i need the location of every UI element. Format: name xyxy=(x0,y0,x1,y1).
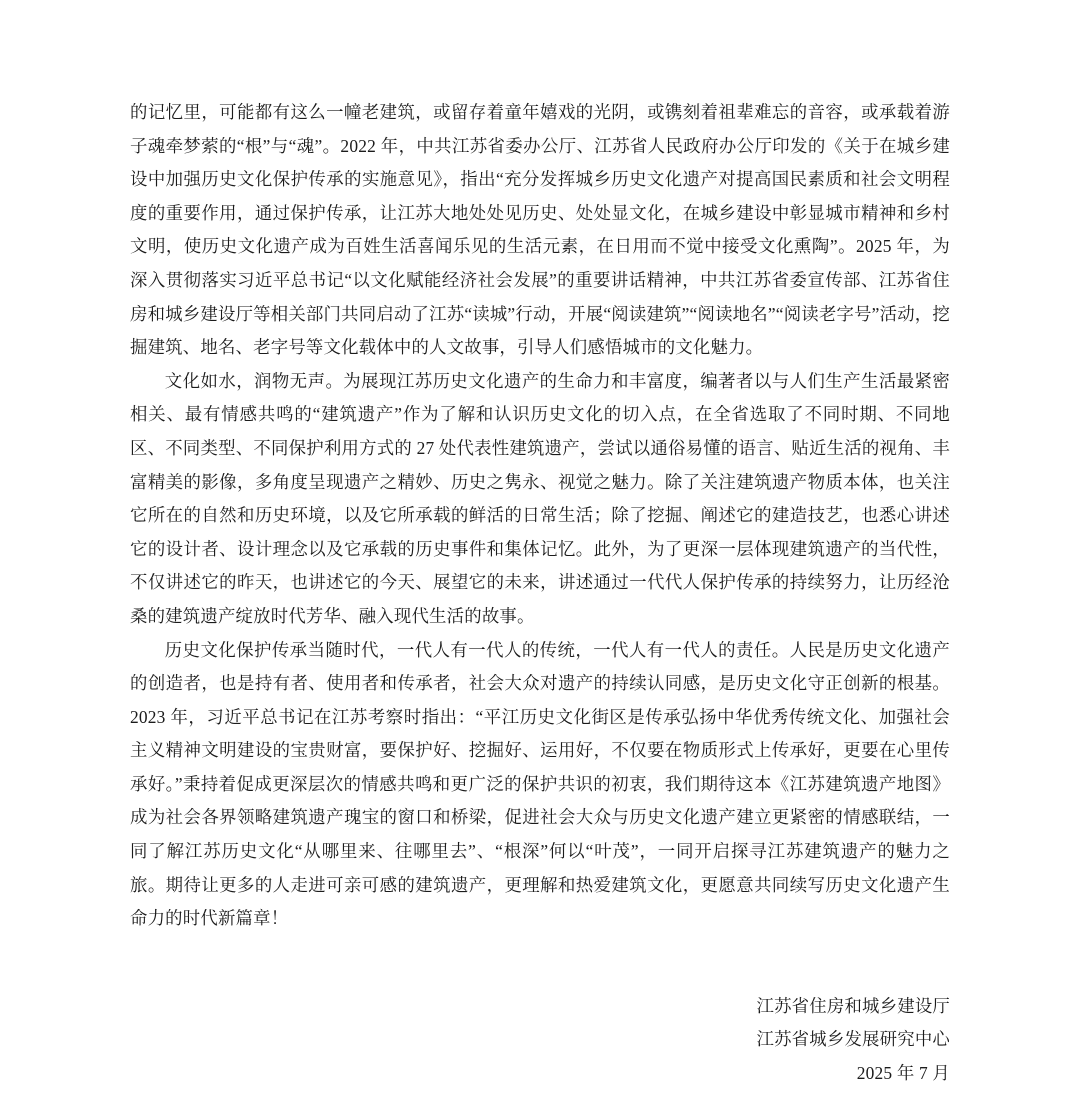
paragraph-1: 的记忆里，可能都有这么一幢老建筑，或留存着童年嬉戏的光阴，或镌刻着祖辈难忘的音容，或承载着游子魂牵梦萦的“根”与“魂”。2022 年，中共江苏省委办公厅、江苏省人民政府办公厅印发的《关于在城乡建设中加强历史文化保护传承的实施意见》，指出“充分发挥城乡历史文化遗产对提高国民素质和社会文明程度的重要作用，通过保护传承，让江苏大地处处见历史、处处显文化，在城乡建设中彰显城市精神和乡村文明，使历史文化遗产成为百姓生活喜闻乐见的生活元素，在日用而不觉中接受文化熏陶”。2025 年，为深入贯彻落实习近平总书记“以文化赋能经济社会发展”的重要讲话精神，中共江苏省委宣传部、江苏省住房和城乡建设厅等相关部门共同启动了江苏“读城”行动，开展“阅读建筑”“阅读地名”“阅读老字号”活动，挖掘建筑、地名、老字号等文化载体中的人文故事，引导人们感悟城市的文化魅力。 xyxy=(130,102,950,358)
paragraph-2: 文化如水，润物无声。为展现江苏历史文化遗产的生命力和丰富度，编著者以与人们生产生活最紧密相关、最有情感共鸣的“建筑遗产”作为了解和认识历史文化的切入点，在全省选取了不同时期、不同地区、不同类型、不同保护利用方式的 27 处代表性建筑遗产，尝试以通俗易懂的语言、贴近生活的视角、丰富精美的影像，多角度呈现遗产之精妙、历史之隽永、视觉之魅力。除了关注建筑遗产物质本体，也关注它所在的自然和历史环境，以及它所承载的鲜活的日常生活；除了挖掘、阐述它的建造技艺，也悉心讲述它的设计者、设计理念以及它承载的历史事件和集体记忆。此外，为了更深一层体现建筑遗产的当代性，不仅讲述它的昨天，也讲述它的今天、展望它的未来，讲述通过一代代人保护传承的持续努力，让历经沧桑的建筑遗产绽放时代芳华、融入现代生活的故事。 xyxy=(130,370,950,626)
signature-block xyxy=(130,990,950,1091)
signature-line-date: 2025 年 7 月 xyxy=(856,1063,950,1084)
paragraph-3: 历史文化保护传承当随时代，一代人有一代人的传统，一代人有一代人的责任。人民是历史文化遗产的创造者，也是持有者、使用者和传承者，社会大众对遗产的持续认同感，是历史文化守正创新的根基。2023 年，习近平总书记在江苏考察时指出：“平江历史文化街区是传承弘扬中华优秀传统文化、加强社会主义精神文明建设的宝贵财富，要保护好、挖掘好、运用好，不仅要在物质形式上传承好，更要在心里传承好。”秉持着促成更深层次的情感共鸣和更广泛的保护共识的初衷，我们期待这本《江苏建筑遗产地图》成为社会各界领略建筑遗产瑰宝的窗口和桥梁，促进社会大众与历史文化遗产建立更紧密的情感联结，一同了解江苏历史文化“从哪里来、往哪里去”、“根深”何以“叶茂”，一同开启探寻江苏建筑遗产的魅力之旅。期待让更多的人走进可亲可感的建筑遗产，更理解和热爱建筑文化，更愿意共同续写历史文化遗产生命力的时代新篇章！ xyxy=(130,639,950,929)
signature-line-institute: 江苏省城乡发展研究中心 xyxy=(756,1029,950,1050)
document-body xyxy=(130,96,950,936)
signature-line-department: 江苏省住房和城乡建设厅 xyxy=(756,995,950,1016)
